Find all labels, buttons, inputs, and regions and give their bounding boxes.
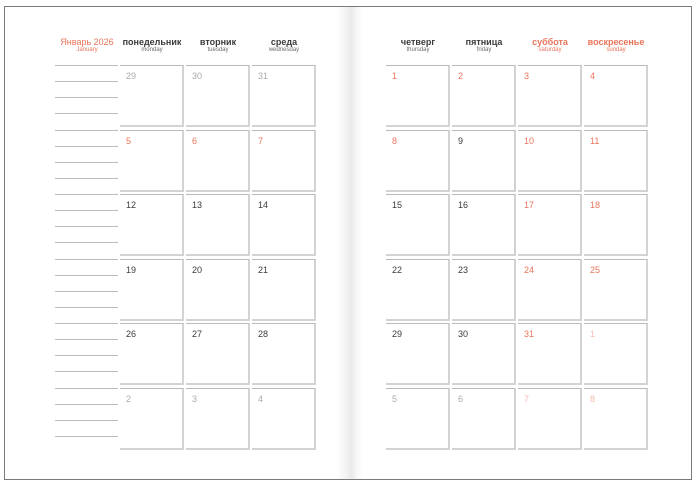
weekday-label: воскресенье [587,37,645,47]
week-notes-lines [55,130,118,194]
day-cell[interactable] [186,259,250,321]
weekday-sublabel: tuesday [207,47,229,53]
note-line [55,146,118,147]
day-cell[interactable] [252,388,316,450]
note-line [55,162,118,163]
day-cell[interactable] [386,388,450,450]
day-cell[interactable] [186,65,250,127]
note-line [55,81,118,82]
day-cell[interactable] [452,259,516,321]
weekday-sublabel: wednesday [268,47,300,53]
note-line [55,388,118,389]
day-number: 3 [524,71,530,81]
note-line [55,113,118,114]
weekday-label: вторник [199,37,237,47]
day-number: 19 [126,264,137,275]
day-number: 2 [126,393,132,404]
note-line [55,420,118,421]
day-cell[interactable] [452,130,516,192]
day-number: 29 [392,329,403,339]
day-cell[interactable] [186,130,250,192]
month-header [55,37,119,54]
day-cell[interactable] [584,388,648,450]
weekday-sublabel: saturday [538,47,562,53]
day-number: 31 [524,329,535,339]
planner-spread [4,6,692,480]
day-cell[interactable] [584,323,648,385]
day-number: 5 [126,135,132,146]
note-line [55,259,118,260]
weekday-header-monday [120,37,184,54]
weekday-sublabel: sunday [606,47,626,53]
weekday-label: пятница [465,37,503,47]
day-cell[interactable] [252,323,316,385]
day-number: 1 [590,329,596,339]
day-cell[interactable] [518,388,582,450]
day-number: 15 [392,200,403,210]
day-cell[interactable] [252,130,316,192]
day-cell[interactable] [252,194,316,256]
weekday-sublabel: thursday [406,47,430,53]
day-number: 30 [192,71,203,81]
day-cell[interactable] [518,65,582,127]
day-cell[interactable] [518,130,582,192]
day-cell[interactable] [120,65,184,127]
week-notes-lines [55,323,118,387]
day-cell[interactable] [452,194,516,256]
day-number: 2 [458,71,464,81]
day-cell[interactable] [186,323,250,385]
day-number: 14 [258,200,269,210]
day-number: 6 [192,135,198,146]
day-cell[interactable] [120,130,184,192]
day-number: 9 [458,135,464,146]
week-notes-lines [55,65,118,129]
day-number: 8 [590,393,596,404]
note-line [55,65,118,66]
weekday-label: понедельник [122,37,182,47]
weekday-header-sunday [584,37,648,54]
week-notes-lines [55,259,118,323]
weekday-header-tuesday [186,37,250,54]
day-number: 20 [192,264,203,275]
book-gutter [337,7,363,479]
day-cell[interactable] [386,323,450,385]
note-line [55,178,118,179]
day-cell[interactable] [252,259,316,321]
day-number: 22 [392,264,403,275]
weekday-label: суббота [532,37,568,47]
day-cell[interactable] [452,65,516,127]
weekday-label: четверг [400,37,436,47]
weekday-header-saturday [518,37,582,54]
day-number: 7 [258,135,264,146]
weekday-header-thursday [386,37,450,54]
note-line [55,371,118,372]
note-line [55,130,118,131]
weekday-sublabel: friday [476,47,492,53]
note-line [55,242,118,243]
note-line [55,339,118,340]
week-notes-lines [55,194,118,258]
note-line [55,355,118,356]
day-cell[interactable] [186,388,250,450]
note-line [55,194,118,195]
day-number: 29 [126,71,137,81]
note-line [55,404,118,405]
day-number: 16 [458,200,469,210]
day-number: 1 [392,71,398,81]
day-cell[interactable] [120,259,184,321]
day-number: 27 [192,329,203,339]
note-line [55,97,118,98]
day-number: 4 [590,71,596,81]
day-number: 8 [392,135,398,146]
note-line [55,291,118,292]
day-cell[interactable] [120,388,184,450]
note-line [55,307,118,308]
day-number: 3 [192,393,198,404]
day-cell[interactable] [584,194,648,256]
day-cell[interactable] [518,259,582,321]
day-number: 4 [258,393,264,404]
day-number: 5 [392,393,398,404]
day-number: 31 [258,71,269,81]
day-cell[interactable] [120,194,184,256]
day-cell[interactable] [252,65,316,127]
day-cell[interactable] [452,388,516,450]
week-notes-lines [55,388,118,452]
day-cell[interactable] [386,65,450,127]
day-cell[interactable] [386,130,450,192]
weekday-sublabel: monday [141,47,163,53]
month-title: Январь 2026 [60,37,114,47]
day-number: 18 [590,200,601,210]
day-number: 11 [590,135,600,146]
day-cell[interactable] [584,130,648,192]
day-number: 13 [192,200,203,210]
day-number: 23 [458,264,469,275]
day-number: 17 [524,200,535,210]
note-line [55,275,118,276]
day-number: 10 [524,135,535,146]
day-cell[interactable] [518,323,582,385]
day-cell[interactable] [584,259,648,321]
day-number: 21 [258,264,269,275]
day-cell[interactable] [386,194,450,256]
day-cell[interactable] [120,323,184,385]
weekday-header-friday [452,37,516,54]
day-cell[interactable] [518,194,582,256]
day-number: 7 [524,393,530,404]
day-cell[interactable] [584,65,648,127]
note-line [55,323,118,324]
day-number: 26 [126,329,137,339]
day-number: 30 [458,329,469,339]
weekday-label: среда [270,37,298,47]
note-line [55,210,118,211]
day-number: 25 [590,264,601,275]
day-number: 24 [524,264,535,275]
day-cell[interactable] [386,259,450,321]
note-line [55,436,118,437]
day-number: 28 [258,329,269,339]
day-cell[interactable] [452,323,516,385]
day-number: 6 [458,393,464,404]
note-line [55,226,118,227]
weekday-header-wednesday [252,37,316,54]
month-subtitle: January [76,47,98,53]
day-cell[interactable] [186,194,250,256]
day-number: 12 [126,200,137,210]
